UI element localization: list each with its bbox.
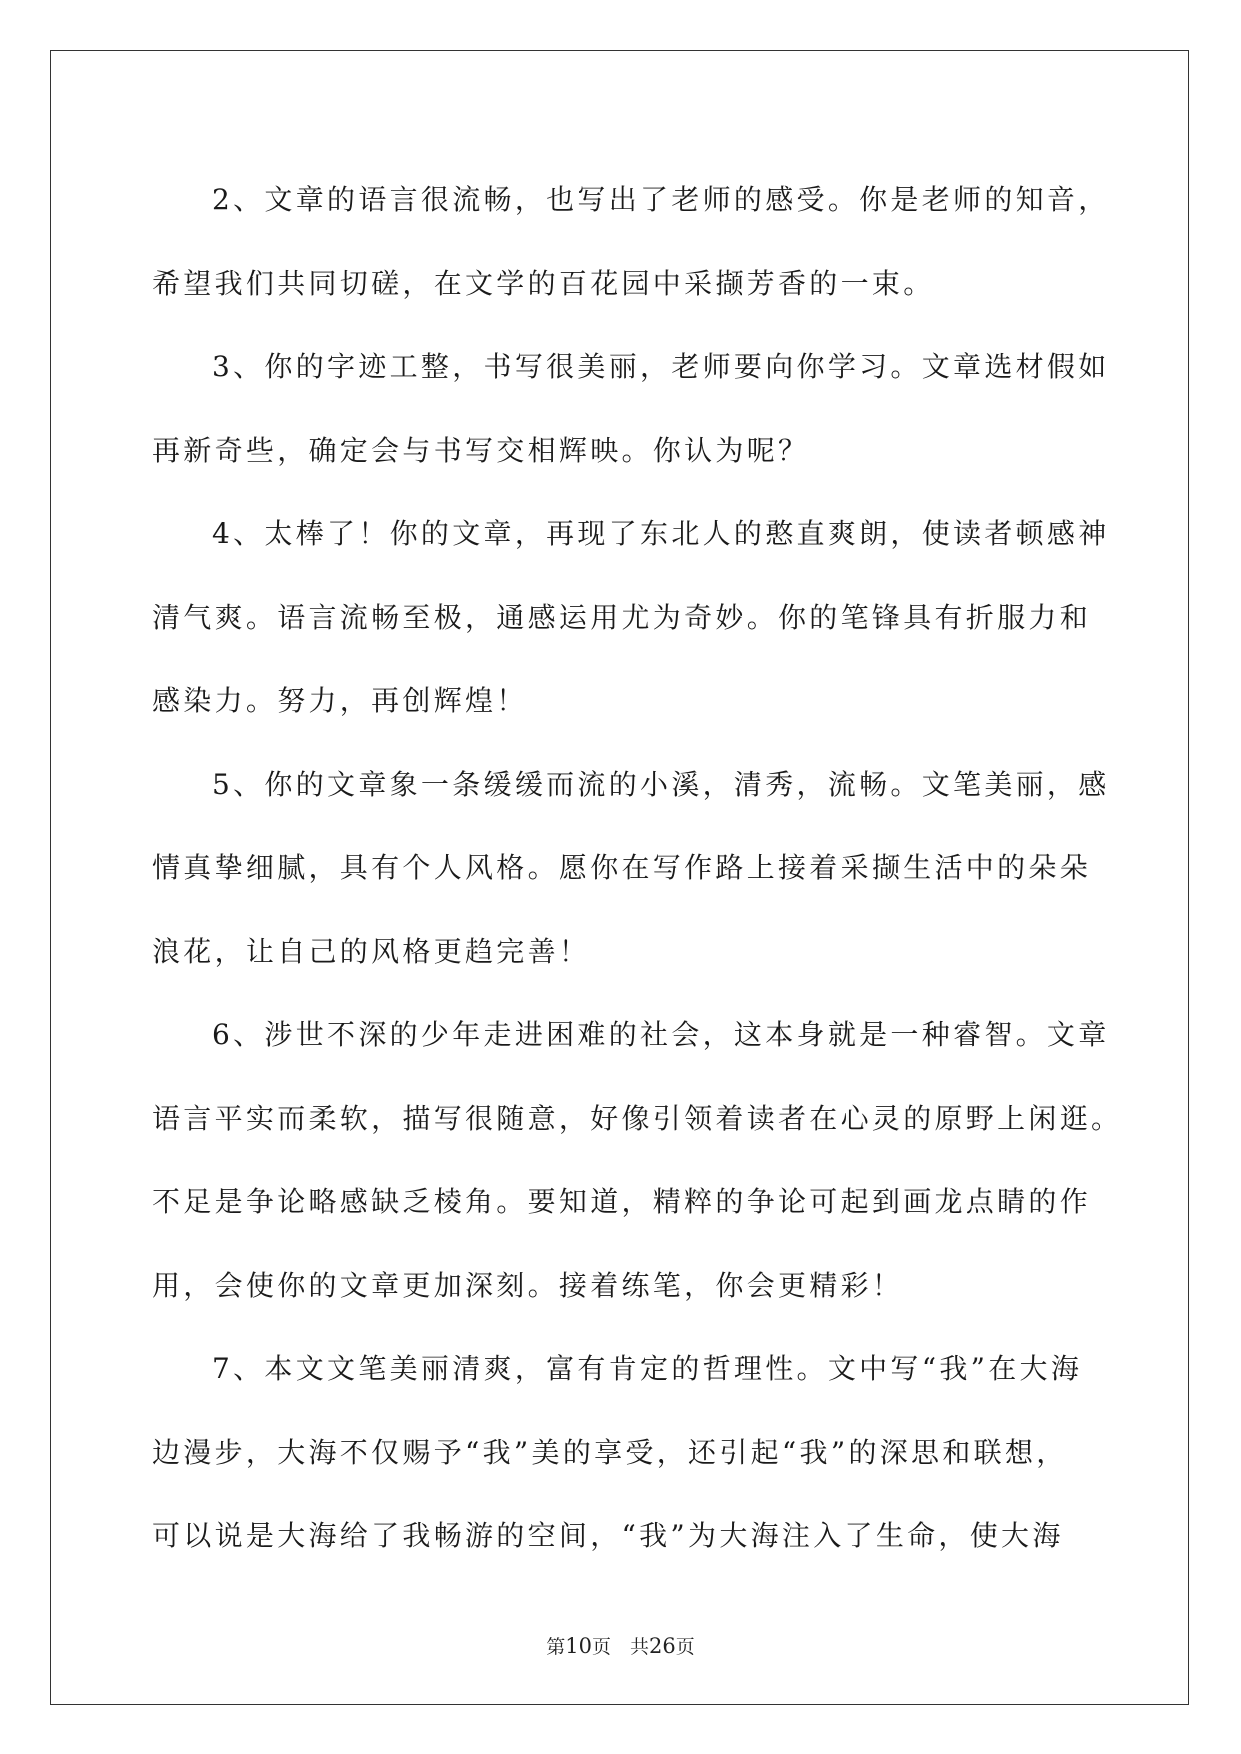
paragraph bbox=[152, 743, 1110, 994]
total-page-number: 26 bbox=[649, 1634, 676, 1658]
text-line: 边漫步，大海不仅赐予“我”美的享受，还引起“我”的深思和联想， bbox=[152, 1435, 1068, 1469]
paragraph bbox=[152, 325, 1110, 492]
text-line: 语言平实而柔软，描写很随意，好像引领着读者在心灵的原野上闲逛。 bbox=[152, 1101, 1123, 1135]
paragraph bbox=[152, 158, 1110, 325]
paragraph bbox=[152, 1327, 1092, 1578]
paragraph bbox=[152, 993, 1123, 1327]
text-line: 4、太棒了！你的文章，再现了东北人的憨直爽朗，使读者顿感神 bbox=[212, 517, 1110, 550]
text-line: 情真挚细腻，具有个人风格。愿你在写作路上接着采撷生活中的朵朵 bbox=[152, 851, 1092, 884]
document-body bbox=[152, 158, 1123, 1578]
text-line: 不足是争论略感缺乏棱角。要知道，精粹的争论可起到画龙点睛的作 bbox=[152, 1185, 1092, 1218]
paragraph bbox=[152, 492, 1110, 743]
footer-prefix: 第 bbox=[546, 1636, 566, 1658]
footer-suffix: 页 bbox=[675, 1636, 695, 1658]
text-line: 5、你的文章象一条缓缓而流的小溪，清秀，流畅。文笔美丽，感 bbox=[212, 767, 1110, 801]
text-line: 浪花，让自己的风格更趋完善！ bbox=[152, 934, 591, 968]
text-line: 再新奇些，确定会与书写交相辉映。你认为呢？ bbox=[152, 433, 810, 467]
footer-middle: 页 共 bbox=[591, 1636, 649, 1658]
text-line: 7、本文文笔美丽清爽，富有肯定的哲理性。文中写“我”在大海 bbox=[212, 1352, 1083, 1385]
page-footer bbox=[0, 1632, 1241, 1659]
text-line: 2、文章的语言很流畅，也写出了老师的感受。你是老师的知音， bbox=[212, 183, 1110, 216]
text-line: 用，会使你的文章更加深刻。接着练笔，你会更精彩！ bbox=[152, 1268, 904, 1302]
text-line: 可以说是大海给了我畅游的空间，“我”为大海注入了生命，使大海 bbox=[152, 1519, 1064, 1552]
text-line: 3、你的字迹工整，书写很美丽，老师要向你学习。文章选材假如 bbox=[212, 350, 1110, 383]
text-line: 6、涉世不深的少年走进困难的社会，这本身就是一种睿智。文章 bbox=[212, 1018, 1110, 1051]
text-line: 希望我们共同切磋，在文学的百花园中采撷芳香的一束。 bbox=[152, 266, 935, 300]
current-page-number: 10 bbox=[565, 1634, 592, 1658]
text-line: 清气爽。语言流畅至极，通感运用尤为奇妙。你的笔锋具有折服力和 bbox=[152, 600, 1092, 634]
text-line: 感染力。努力，再创辉煌！ bbox=[152, 684, 528, 717]
